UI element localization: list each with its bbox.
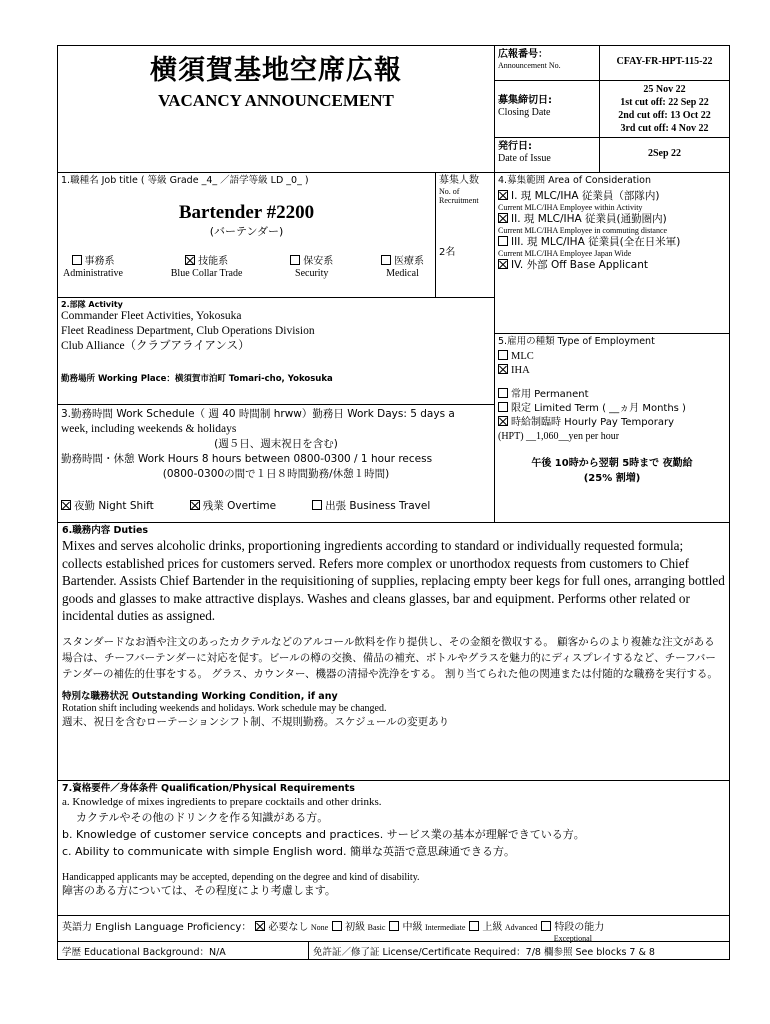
employment-limited[interactable] xyxy=(498,402,726,416)
consideration-en: Current MLC/IHA Employee Japan Wide xyxy=(498,249,632,258)
qualification-b: b. Knowledge of customer service concepts and practices. サービス業の基本が理解できている方。 xyxy=(62,828,585,841)
option-label: 時給制臨時 Hourly Pay Temporary xyxy=(511,417,674,428)
option-en: Basic xyxy=(367,923,386,932)
consideration-checkbox[interactable] xyxy=(498,236,508,246)
advanced-checkbox[interactable] xyxy=(469,921,479,931)
consideration-checkbox[interactable] xyxy=(498,213,508,223)
duties-en: Mixes and serves alcoholic drinks, proportioning ingredients according to standard or individually requested formula; collects established prices for customers served. Refers more complex or unorthodox requests from customers to Chief Bartender. Assists Chief Bartender in the requisitioning of supplies, replacing empty beer kegs for full ones, arranging bottled goods and glasses to make attractive displays. Washes and cleans glasses, bar and equipment. Performs other related or incidental duties as assigned. xyxy=(62,538,725,623)
option-overtime[interactable] xyxy=(190,498,276,513)
consideration-item-3[interactable] xyxy=(498,235,726,249)
option-label: 常用 Permanent xyxy=(511,389,589,400)
schedule-heading: 3.勤務時間 Work Schedule（ 週 40 時間制 hrww）勤務日 Work Days: 5 days a xyxy=(61,408,455,420)
english-none[interactable] xyxy=(255,918,328,933)
hpt-checkbox[interactable] xyxy=(498,416,508,426)
option-en: Exceptional xyxy=(553,934,592,943)
qualifications-section xyxy=(58,781,729,916)
intermediate-checkbox[interactable] xyxy=(389,921,399,931)
closing-label: 募集締切日: xyxy=(498,95,552,106)
consideration-section xyxy=(495,173,729,334)
schedule-line-4: 勤務時間・休憩 Work Hours 8 hours between 0800-0300 / 1 hour recess xyxy=(61,453,433,465)
option-label: 出張 Business Travel xyxy=(325,500,431,512)
english-label: 英語力 English Language Proficiency： xyxy=(62,922,252,933)
activity-line-3: Club Alliance（クラブアライアンス） xyxy=(61,340,250,352)
schedule-section xyxy=(58,405,494,522)
issue-date: 2Sep 22 xyxy=(647,148,682,159)
consideration-jp: II. 現 MLC/IHA 従業員(通勤圏内) xyxy=(511,213,667,225)
option-jp: 特段の能力 xyxy=(554,922,605,933)
ann-no-label-en: Announcement No. xyxy=(498,61,561,70)
iha-label: IHA xyxy=(511,365,530,376)
iha-checkbox[interactable] xyxy=(498,364,508,374)
category-administrative[interactable] xyxy=(63,255,123,280)
consideration-en: Current MLC/IHA Employee within Activity xyxy=(498,203,643,212)
option-en: Advanced xyxy=(504,923,538,932)
qualification-c: c. Ability to communicate with simple English word. 簡単な英語で意思疎通できる方。 xyxy=(62,845,516,858)
cutoff-2: 2nd cut off: 13 Oct 22 xyxy=(618,110,711,121)
working-condition-heading: 特別な職務状況 Outstanding Working Condition, if any xyxy=(62,690,338,702)
duties-heading: 6.職務内容 Duties xyxy=(62,525,149,536)
job-title-kana: (バーテンダー) xyxy=(209,225,284,238)
category-jp: 技能系 xyxy=(198,256,229,267)
category-checkbox[interactable] xyxy=(381,255,391,265)
ann-no-row xyxy=(495,46,729,81)
consideration-item-2[interactable] xyxy=(498,212,726,226)
duties-section xyxy=(58,523,729,781)
title-block xyxy=(58,46,495,172)
middle-block xyxy=(58,173,729,523)
limited-checkbox[interactable] xyxy=(498,402,508,412)
recruit-label-en: No. of Recruitment xyxy=(439,187,479,205)
workplace-label: 勤務場所 Working Place： xyxy=(61,374,175,384)
employment-heading: 5.雇用の種類 Type of Employment xyxy=(498,336,655,347)
recruit-label: 募集人数 xyxy=(439,175,479,186)
consideration-jp: I. 現 MLC/IHA 従業員（部隊内) xyxy=(511,190,660,202)
title-en: VACANCY ANNOUNCEMENT xyxy=(158,91,394,110)
schedule-line-2: week, including weekends & holidays xyxy=(61,423,237,435)
qualifications-heading: 7.資格要件／身体条件 Qualification/Physical Requirements xyxy=(62,783,355,794)
qualification-a-jp: カクテルやその他のドリンクを作る知識がある方。 xyxy=(76,811,329,824)
activity-heading: 2.部隊 Activity xyxy=(61,300,123,309)
night-allowance: 午後 10時から翌朝 5時まで 夜勤給 xyxy=(531,458,693,469)
category-blue-collar[interactable] xyxy=(171,255,243,280)
ann-no-label: 広報番号： xyxy=(498,49,548,60)
schedule-options xyxy=(61,498,491,513)
category-checkbox[interactable] xyxy=(185,255,195,265)
category-checkbox[interactable] xyxy=(290,255,300,265)
english-advanced[interactable] xyxy=(469,918,537,933)
option-business-travel[interactable] xyxy=(312,498,430,513)
recruitment-count-cell xyxy=(436,173,494,297)
job-title: Bartender #2200 xyxy=(178,202,315,223)
employment-permanent[interactable] xyxy=(498,388,726,402)
handicap-en: Handicapped applicants may be accepted, depending on the degree and kind of disability. xyxy=(62,872,420,883)
option-night-shift[interactable] xyxy=(61,498,154,513)
job-categories xyxy=(61,255,432,280)
job-title-heading: 1.職種名 Job title ( 等級 Grade _4_ ／語学等級 LD _0_ ) xyxy=(61,175,309,186)
employment-mlc[interactable] xyxy=(498,350,726,364)
activity-line-1: Commander Fleet Activities, Yokosuka xyxy=(61,310,242,322)
header-row xyxy=(58,46,729,173)
schedule-line-3: (週５日、週末祝日を含む) xyxy=(214,438,338,450)
option-en: Intermediate xyxy=(424,923,466,932)
education-background: 学歴 Educational Background：N/A xyxy=(58,942,309,959)
duties-jp: スタンダードなお酒や注文のあったカクテルなどのアルコール飲料を作り提供し、その金額を徴収する。 顧客からのより複雑な注文がある場合は、チーフバーテンダーに対応を促す。ビールの樽の交換、備品の補充、ボトルやグラスを魅力的にディスプレイするなど、チーフバーテンダーの補佐的仕事をする。 グラス、カウンター、機器の清掃や洗浄をする。 割り当てられた他の関連または付随的な職務を実行する。 xyxy=(62,635,718,680)
category-checkbox[interactable] xyxy=(72,255,82,265)
workplace xyxy=(61,372,491,384)
activity-line-2: Fleet Readiness Department, Club Operations Division xyxy=(61,325,315,337)
option-jp: 上級 xyxy=(482,922,503,933)
activity-section xyxy=(58,298,494,405)
option-jp: 初級 xyxy=(345,922,366,933)
qualification-a-en: a. Knowledge of mixes ingredients to prepare cocktails and other drinks. xyxy=(62,796,382,808)
employment-iha[interactable] xyxy=(498,364,726,378)
overtime-checkbox[interactable] xyxy=(190,500,200,510)
license-required: 免許証／修了証 License/Certificate Required：7/8 欄参照 See blocks 7 & 8 xyxy=(313,947,655,958)
category-en: Administrative xyxy=(63,268,123,279)
night-allowance-pct: (25% 割増) xyxy=(583,473,641,484)
hpt-rate: (HPT) __1,060__yen per hour xyxy=(498,431,620,442)
closing-date: 25 Nov 22 xyxy=(643,84,686,95)
english-basic[interactable] xyxy=(332,918,385,933)
consideration-heading: 4.募集範囲 Area of Consideration xyxy=(498,175,651,186)
consideration-checkbox[interactable] xyxy=(498,190,508,200)
closing-dates xyxy=(600,81,729,137)
title-jp: 横須賀基地空席広報 xyxy=(150,55,402,86)
option-label: 残業 Overtime xyxy=(202,500,277,512)
option-jp: 必要なし xyxy=(268,922,309,933)
ann-no-value: CFAY-FR-HPT-115-22 xyxy=(616,56,713,67)
category-jp: 医療系 xyxy=(393,256,424,267)
right-column xyxy=(495,173,729,522)
footer-row xyxy=(58,942,729,959)
category-security[interactable] xyxy=(290,255,333,280)
option-label: 夜勤 Night Shift xyxy=(74,500,154,512)
business-travel-checkbox[interactable] xyxy=(312,500,322,510)
option-en: None xyxy=(310,923,329,932)
basic-checkbox[interactable] xyxy=(332,921,342,931)
consideration-item-4[interactable] xyxy=(498,258,726,272)
english-intermediate[interactable] xyxy=(389,918,465,933)
issue-label: 発行日: xyxy=(498,141,532,152)
employment-hpt[interactable] xyxy=(498,416,726,430)
cutoff-3: 3rd cut off: 4 Nov 22 xyxy=(620,123,709,134)
closing-row xyxy=(495,81,729,138)
category-jp: 保安系 xyxy=(303,256,334,267)
closing-label-en: Closing Date xyxy=(498,107,551,118)
workplace-value: 横須賀市泊町 Tomari-cho, Yokosuka xyxy=(174,374,333,384)
issue-label-en: Date of Issue xyxy=(498,153,551,164)
permanent-checkbox[interactable] xyxy=(498,388,508,398)
option-jp: 中級 xyxy=(402,922,423,933)
recruit-count: 2名 xyxy=(439,247,456,258)
english-exceptional[interactable] xyxy=(541,918,604,944)
category-jp: 事務系 xyxy=(84,256,115,267)
english-proficiency-row xyxy=(58,916,729,942)
category-en: Blue Collar Trade xyxy=(170,268,243,279)
employment-section xyxy=(495,334,729,522)
category-en: Medical xyxy=(386,268,419,279)
consideration-jp: III. 現 MLC/IHA 従業員(全在日米軍) xyxy=(511,236,681,248)
exceptional-checkbox[interactable] xyxy=(541,921,551,931)
handicap-jp: 障害のある方については、その程度により考慮します。 xyxy=(62,884,336,897)
consideration-en: Current MLC/IHA Employee in commuting distance xyxy=(498,226,668,235)
vacancy-announcement-form xyxy=(57,45,730,960)
none-checkbox[interactable] xyxy=(255,921,265,931)
category-en: Security xyxy=(295,268,329,279)
schedule-line-5: (0800-0300の間で１日８時間勤務/休憩１時間) xyxy=(162,468,390,480)
working-condition-jp: 週末、祝日を含むローテーションシフト制、不規則勤務。スケジュールの変更あり xyxy=(62,715,450,728)
mlc-checkbox[interactable] xyxy=(498,350,508,360)
announcement-meta xyxy=(495,46,729,172)
job-title-section xyxy=(58,173,494,298)
consideration-checkbox[interactable] xyxy=(498,259,508,269)
option-label: 限定 Limited Term ( __ヵ月 Months ) xyxy=(511,403,686,414)
left-column xyxy=(58,173,495,522)
consideration-item-1[interactable] xyxy=(498,189,726,203)
cutoff-1: 1st cut off: 22 Sep 22 xyxy=(620,97,709,108)
consideration-jp: IV. 外部 Off Base Applicant xyxy=(511,259,649,271)
category-medical[interactable] xyxy=(381,255,424,280)
night-shift-checkbox[interactable] xyxy=(61,500,71,510)
working-condition-en: Rotation shift including weekends and holidays. Work schedule may be changed. xyxy=(62,702,387,714)
issue-row xyxy=(495,138,729,172)
mlc-label: MLC xyxy=(511,351,534,362)
